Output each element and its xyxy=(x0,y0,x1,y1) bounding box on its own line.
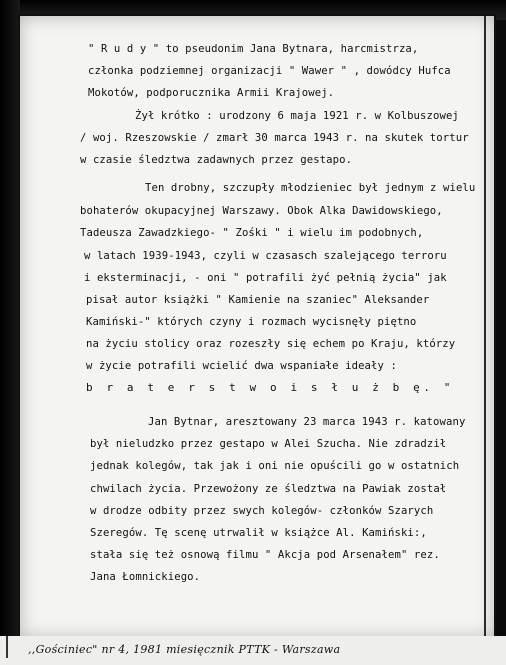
handwritten-source-note: ,,Gościniec" nr 4, 1981 miesięcznik PTTK - Warszawa xyxy=(28,643,341,656)
text-line-24: Jana Łomnickiego. xyxy=(90,571,201,583)
text-line-22: Szeregów. Tę scenę utrwalił w książce Al. Kamiński:, xyxy=(90,527,427,539)
text-line-15: w życie potrafili wcielić dwa wspaniałe ideały : xyxy=(86,360,397,372)
text-line-6: w czasie śledztwa zadawnych przez gestapo. xyxy=(80,154,353,166)
text-line-16: b r a t e r s t w o i s ł u ż b ę. " xyxy=(86,381,455,394)
text-line-4: Żył krótko : urodzony 6 maja 1921 r. w Kolbuszowej xyxy=(135,110,459,122)
text-line-1: " R u d y " to pseudonim Jana Bytnara, harcmistrza, xyxy=(88,43,419,55)
text-line-18: był nieludzko przez gestapo w Alei Szucha. Nie zdradził xyxy=(90,438,447,450)
text-line-12: pisał autor książki " Kamienie na szaniec" Aleksander xyxy=(86,294,430,306)
text-line-23: stała się też osnową filmu " Akcja pod Arsenałem" rez. xyxy=(90,549,440,561)
text-line-17: Jan Bytnar, aresztowany 23 marca 1943 r. katowany xyxy=(148,416,466,428)
text-line-20: chwilach życia. Przewożony ze śledztwa na Pawiak został xyxy=(90,483,447,495)
text-line-13: Kamiński-" których czyny i rozmach wycisnęły piętno xyxy=(86,316,417,328)
text-line-7: Ten drobny, szczupły młodzieniec był jednym z wielu xyxy=(145,182,476,194)
text-line-9: Tadeusza Zawadzkiego- " Zośki " i wielu im podobnych, xyxy=(80,227,424,239)
stray-pen-mark xyxy=(6,636,30,658)
text-line-3: Mokotów, podporucznika Armii Krajowej. xyxy=(88,87,335,99)
text-line-14: na życiu stolicy oraz rozeszły się echem po Kraju, którzy xyxy=(86,338,456,350)
text-line-11: i eksterminacji, - oni " potrafili żyć pełnią życia" jak xyxy=(84,272,447,284)
text-line-5: / woj. Rzeszowskie / zmarł 30 marca 1943 r. na skutek tortur xyxy=(80,132,469,144)
text-line-2: członka podziemnej organizacji " Wawer " , dowódcy Hufca xyxy=(88,65,451,77)
text-line-19: jednak kolegów, tak jak i oni nie opuścili go w ostatnich xyxy=(90,460,460,472)
scan-edge-left xyxy=(0,0,20,665)
text-line-10: w latach 1939-1943, czyli w czasasch szalejącego terroru xyxy=(84,250,447,262)
text-line-21: w drodze odbity przez swych kolegów- członków Szarych xyxy=(90,505,434,517)
text-line-8: bohaterów okupacyjnej Warszawy. Obok Alka Dawidowskiego, xyxy=(80,205,443,217)
